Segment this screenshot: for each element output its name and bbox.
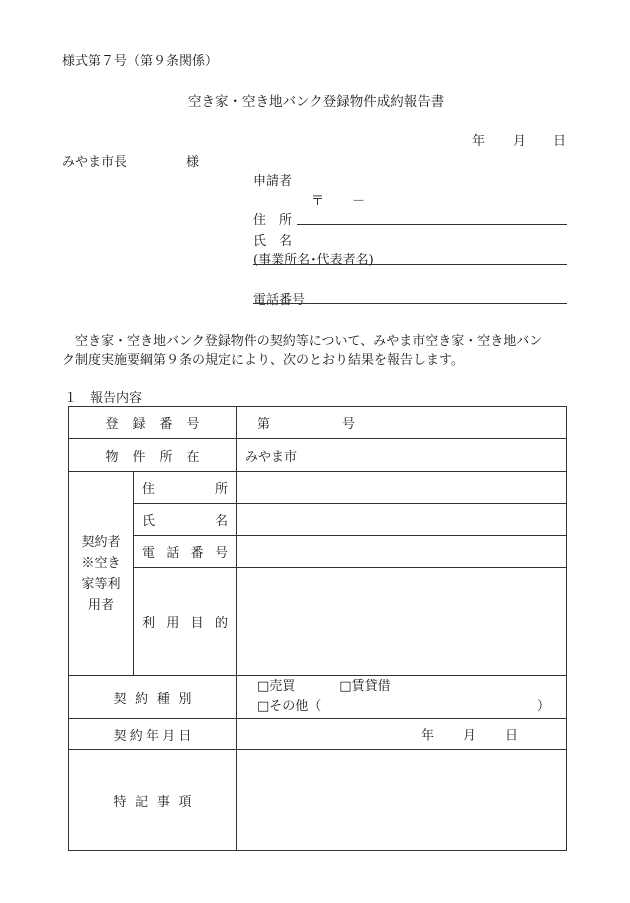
property-location-label-cell xyxy=(69,439,237,472)
usage-purpose-field[interactable] xyxy=(237,568,567,676)
checkbox-lease[interactable]: □賃貸借 xyxy=(339,679,391,694)
property-location-field[interactable] xyxy=(237,439,567,472)
applicant-phone-field[interactable] xyxy=(253,303,567,304)
contractor-group-line: 用者 xyxy=(87,597,114,613)
usage-purpose-label: 利用目的 xyxy=(142,616,228,631)
applicant-address-label: 住 所 xyxy=(253,213,293,228)
row-contract-date xyxy=(69,719,567,750)
contractor-address-field[interactable] xyxy=(237,472,567,504)
contractor-address-label-cell xyxy=(134,472,237,504)
contractor-name-field[interactable] xyxy=(237,504,567,536)
row-usage-purpose xyxy=(69,568,567,676)
remarks-label: 特記事項 xyxy=(113,794,192,810)
contractor-group-label xyxy=(69,472,134,676)
contractor-group-line: 家等利 xyxy=(81,576,121,592)
other-close-paren: ） xyxy=(536,699,550,714)
registration-number-label-cell xyxy=(69,407,237,439)
applicant-heading: 申請者 xyxy=(253,174,293,189)
registration-number-suffix: 号 xyxy=(342,417,356,432)
date-year-label: 年 xyxy=(472,134,486,149)
body-text-line-2: ク制度実施要綱第９条の規定により、次のとおり結果を報告します。 xyxy=(62,353,464,368)
row-remarks xyxy=(69,750,567,851)
registration-number-label: 登録番号 xyxy=(105,417,200,432)
contractor-address-label: 住所 xyxy=(142,482,228,497)
addressee-name: みやま市長 xyxy=(62,155,128,170)
postal-mark: 〒 xyxy=(311,194,325,209)
section-heading: １ 報告内容 xyxy=(64,391,143,406)
contract-date-year: 年 xyxy=(421,728,435,744)
contract-date-field[interactable] xyxy=(237,719,567,750)
postal-dash: － xyxy=(352,194,366,209)
row-contractor-phone xyxy=(69,536,567,568)
row-contractor-address xyxy=(69,472,567,504)
row-contractor-name xyxy=(69,504,567,536)
contract-date-label-cell xyxy=(69,719,237,750)
contractor-phone-label-cell xyxy=(134,536,237,568)
date-month-label: 月 xyxy=(513,134,527,149)
contractor-name-label-cell xyxy=(134,504,237,536)
remarks-field[interactable] xyxy=(237,750,567,851)
contractor-group-line: 契約者 xyxy=(81,534,121,550)
applicant-name-field[interactable] xyxy=(253,264,567,265)
registration-number-prefix: 第 xyxy=(257,417,271,432)
applicant-phone-label: 電話番号 xyxy=(253,293,306,308)
contract-type-label: 契約種別 xyxy=(113,691,192,707)
contract-type-options xyxy=(237,676,567,719)
body-text-line-1: 空き家・空き地バンク登録物件の契約等について、みやま市空き家・空き地バン xyxy=(62,334,543,349)
contract-type-label-cell xyxy=(69,676,237,719)
row-property-location xyxy=(69,439,567,472)
applicant-name-label: 氏 名 xyxy=(253,234,293,249)
contract-date-day: 日 xyxy=(505,728,519,744)
contractor-phone-label: 電話番号 xyxy=(142,546,228,561)
applicant-address-field[interactable] xyxy=(297,224,567,225)
contract-date-label: 契約年月日 xyxy=(113,728,192,744)
contract-date-month: 月 xyxy=(463,728,477,744)
date-day-label: 日 xyxy=(553,134,567,149)
checkbox-other[interactable]: □その他（ xyxy=(257,699,322,714)
applicant-business-label: (事業所名･代表者名) xyxy=(253,253,374,268)
contractor-phone-field[interactable] xyxy=(237,536,567,568)
row-contract-type xyxy=(69,676,567,719)
row-registration-number xyxy=(69,407,567,439)
property-location-value: みやま市 xyxy=(245,449,298,465)
form-number: 様式第７号（第９条関係） xyxy=(62,54,219,69)
contractor-name-label: 氏名 xyxy=(142,514,228,529)
report-table xyxy=(68,406,567,851)
registration-number-field[interactable] xyxy=(237,407,567,439)
usage-purpose-label-cell xyxy=(134,568,237,676)
document-title: 空き家・空き地バンク登録物件成約報告書 xyxy=(188,94,445,110)
remarks-label-cell xyxy=(69,750,237,851)
contractor-group-line: ※空き xyxy=(81,555,121,571)
property-location-label: 物件所在 xyxy=(105,449,200,465)
addressee-suffix: 様 xyxy=(186,155,200,170)
checkbox-sale[interactable]: □売買 xyxy=(257,679,296,694)
